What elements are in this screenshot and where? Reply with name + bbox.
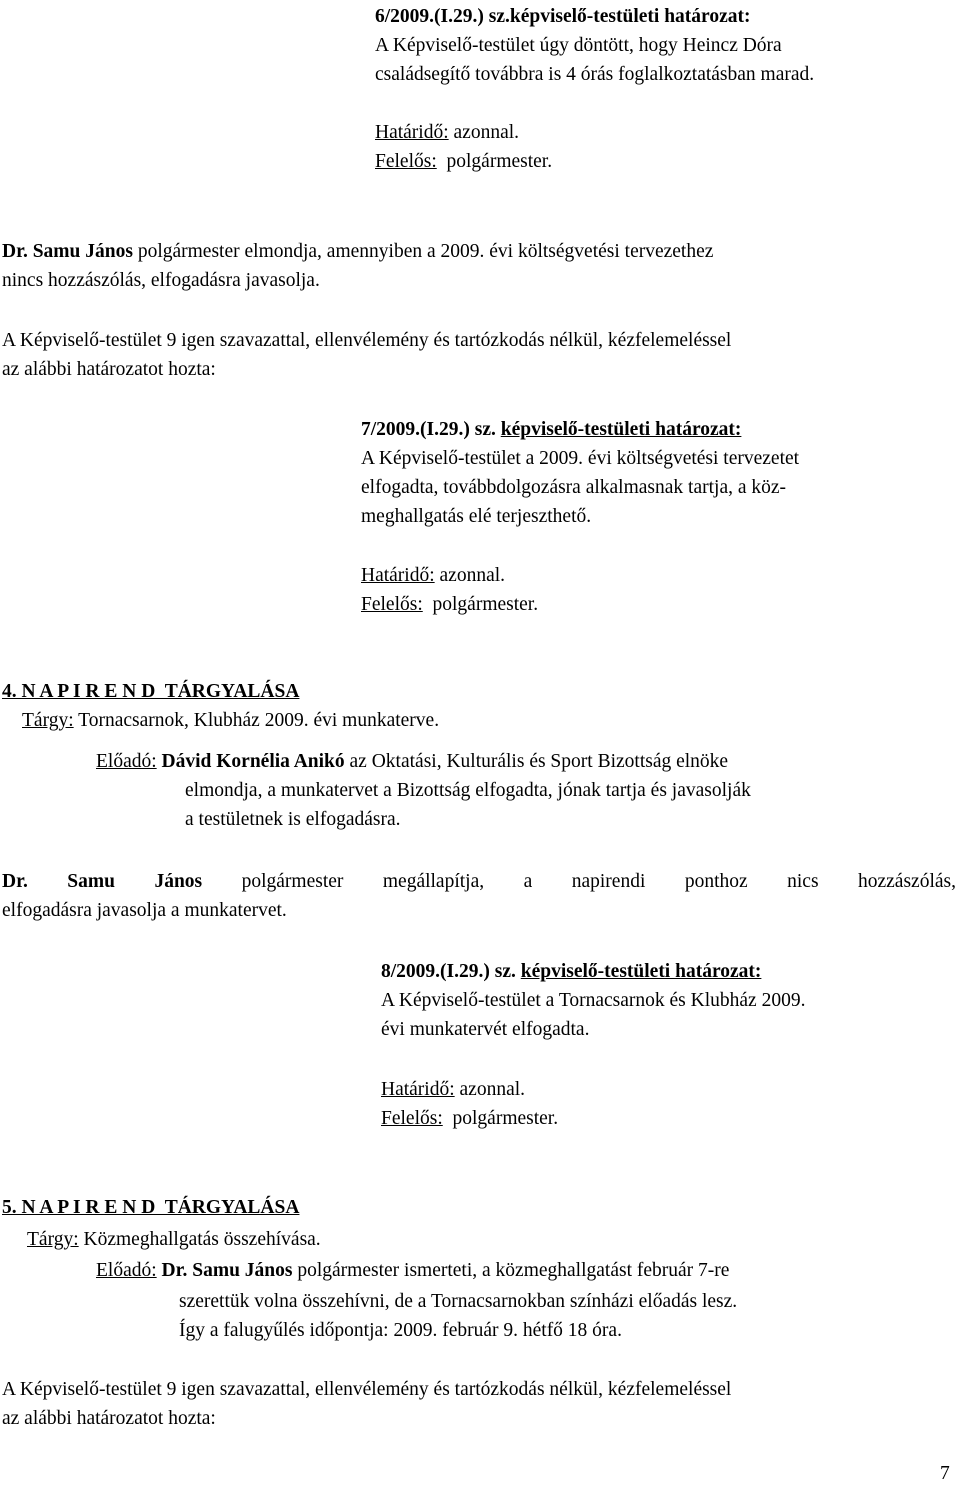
- resolution-7-responsible: [361, 590, 538, 619]
- resolution-6-text-line: családsegítő továbbra is 4 órás foglalkoztatásban marad.: [375, 64, 815, 85]
- resolution-title: képviselő-testületi határozat:: [500, 419, 742, 440]
- responsible-label: Felelős:: [381, 1108, 443, 1129]
- presenter-text: polgármester ismerteti, a közmeghallgatást február 7-re: [297, 1260, 730, 1281]
- resolution-title: képviselő-testületi határozat:: [520, 961, 762, 982]
- subject-label: Tárgy:: [22, 710, 74, 731]
- presenter-label: Előadó:: [96, 751, 157, 772]
- resolution-6-responsible: [375, 147, 552, 176]
- statement-text: polgármester elmondja, amennyiben a 2009. évi költségvetési tervezethez: [137, 241, 714, 262]
- statement-text: polgármester megállapítja, a napirendi ponthoz nics hozzászólás,: [241, 871, 956, 892]
- resolution-6-heading: 6/2009.(I.29.) sz.képviselő-testületi határozat:: [375, 6, 751, 27]
- resolution-7-text-line: meghallgatás elé terjeszthető.: [361, 506, 592, 527]
- resolution-6-deadline: [375, 118, 519, 147]
- speaker-name: Dr. Samu János: [2, 241, 133, 262]
- agenda-5-subject: [27, 1225, 321, 1254]
- presenter-label: Előadó:: [96, 1260, 157, 1281]
- agenda-4-presenter-line: [96, 747, 728, 776]
- responsible-value: polgármester.: [432, 594, 539, 615]
- page-number: 7: [940, 1463, 950, 1484]
- resolution-8-text-line: A Képviselő-testület a Tornacsarnok és Klubház 2009.: [381, 990, 806, 1011]
- agenda-4-subject: [22, 706, 439, 735]
- agenda-4-presenter-line: elmondja, a munkatervet a Bizottság elfogadta, jónak tartja és javasolják: [185, 780, 751, 801]
- subject-value: Közmeghallgatás összehívása.: [83, 1229, 321, 1250]
- resolution-8-deadline: [381, 1075, 525, 1104]
- mayor-statement-line: [2, 237, 713, 266]
- resolution-7-text-line: A Képviselő-testület a 2009. évi költségvetési tervezetet: [361, 448, 800, 469]
- agenda-5-heading: 5. N A P I R E N D TÁRGYALÁSA: [2, 1197, 300, 1218]
- vote-statement-line: az alábbi határozatot hozta:: [2, 359, 216, 380]
- resolution-number: 7/2009.(I.29.) sz.: [361, 419, 501, 440]
- responsible-label: Felelős:: [361, 594, 423, 615]
- agenda-5-presenter-line: Így a falugyűlés időpontja: 2009. február 9. hétfő 18 óra.: [179, 1320, 622, 1341]
- agenda-5-presenter-line: [96, 1256, 729, 1285]
- vote-statement-line: az alábbi határozatot hozta:: [2, 1408, 216, 1429]
- resolution-number: 8/2009.(I.29.) sz.: [381, 961, 521, 982]
- resolution-6-text-line: A Képviselő-testület úgy döntött, hogy Heincz Dóra: [375, 35, 782, 56]
- deadline-label: Határidő:: [361, 565, 435, 586]
- speaker-title: Dr.: [2, 871, 28, 892]
- presenter-name: Dávid Kornélia Anikó: [161, 751, 345, 772]
- deadline-value: azonnal.: [459, 1079, 526, 1100]
- mayor-statement-line: nincs hozzászólás, elfogadásra javasolja.: [2, 270, 320, 291]
- responsible-label: Felelős:: [375, 151, 437, 172]
- subject-value: Tornacsarnok, Klubház 2009. évi munkaterve.: [78, 710, 440, 731]
- agenda-5-presenter-line: szerettük volna összehívni, de a Tornacsarnokban színházi előadás lesz.: [179, 1291, 738, 1312]
- mayor-statement-line: elfogadásra javasolja a munkatervet.: [2, 900, 287, 921]
- speaker-name: Samu János: [67, 871, 203, 892]
- resolution-7-text-line: elfogadta, továbbdolgozásra alkalmasnak tartja, a köz-: [361, 477, 787, 498]
- deadline-label: Határidő:: [381, 1079, 455, 1100]
- resolution-8-heading: [381, 957, 761, 986]
- responsible-value: polgármester.: [446, 151, 553, 172]
- resolution-7-deadline: [361, 561, 505, 590]
- deadline-label: Határidő:: [375, 122, 449, 143]
- vote-statement-line: A Képviselő-testület 9 igen szavazattal, ellenvélemény és tartózkodás nélkül, kézfelemeléssel: [2, 1379, 732, 1400]
- deadline-value: azonnal.: [453, 122, 520, 143]
- agenda-4-heading: 4. N A P I R E N D TÁRGYALÁSA: [2, 681, 300, 702]
- presenter-text: az Oktatási, Kulturális és Sport Bizottság elnöke: [349, 751, 729, 772]
- resolution-8-text-line: évi munkatervét elfogadta.: [381, 1019, 590, 1040]
- vote-statement-line: A Képviselő-testület 9 igen szavazattal, ellenvélemény és tartózkodás nélkül, kézfelemeléssel: [2, 330, 732, 351]
- agenda-4-presenter-line: a testületnek is elfogadásra.: [185, 809, 401, 830]
- responsible-value: polgármester.: [452, 1108, 559, 1129]
- resolution-7-heading: [361, 415, 741, 444]
- resolution-8-responsible: [381, 1104, 558, 1133]
- mayor-statement-line: [2, 867, 956, 896]
- subject-label: Tárgy:: [27, 1229, 79, 1250]
- presenter-name: Dr. Samu János: [161, 1260, 293, 1281]
- deadline-value: azonnal.: [439, 565, 506, 586]
